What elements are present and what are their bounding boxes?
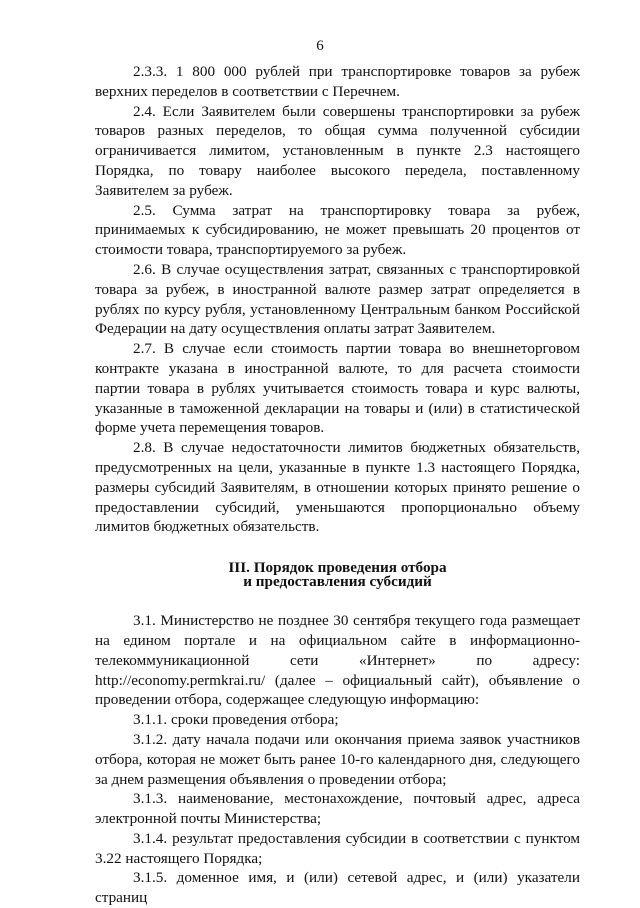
paragraph-3-1-5: 3.1.5. доменное имя, и (или) сетевой адрес, и (или) указатели страниц (95, 869, 580, 907)
paragraph-3-1-4: 3.1.4. результат предоставления субсидии в соответствии с пунктом 3.22 настоящего Порядка; (95, 829, 580, 867)
section-heading (95, 561, 580, 589)
paragraph-2-6: 2.6. В случае осуществления затрат, связанных с транспортировкой товара за рубеж, в иностранной валюте размер затрат определяется в рублях по курсу рубля, установленному Центральным банком Российской Федерации на дату осуществления оплаты затрат Заявителем. (95, 260, 580, 338)
paragraph-2-4: 2.4. Если Заявителем были совершены транспортировки за рубеж товаров разных переделов, то общая сумма полученной субсидии ограничивается лимитом, установленным в пункте 2.3 настоящего Порядка, по товару наиболее высокого передела, поставленному Заявителем за рубеж. (95, 102, 580, 199)
paragraph-2-3-3: 2.3.3. 1 800 000 рублей при транспортировке товаров за рубеж верхних переделов в соответствии с Перечнем. (95, 63, 580, 100)
paragraph-2-5: 2.5. Сумма затрат на транспортировку товара за рубеж, принимаемых к субсидированию, не может превышать 20 процентов от стоимости товара, транспортируемого за рубеж. (95, 201, 580, 259)
section-heading-line-1: III. Порядок проведения отбора (228, 559, 447, 577)
paragraph-3-1-1: 3.1.1. сроки проведения отбора; (133, 711, 339, 729)
document-body (95, 62, 580, 908)
paragraph-3-1-2: 3.1.2. дату начала подачи или окончания приема заявок участников отбора, которая не может быть ранее 10-го календарного дня, следующего за днем размещения объявления о проведении отбора; (95, 730, 580, 788)
page-number: 6 (316, 38, 324, 54)
paragraph-2-8: 2.8. В случае недостаточности лимитов бюджетных обязательств, предусмотренных на цели, указанные в пункте 1.3 настоящего Порядка, размеры субсидий Заявителям, в отношении которых принято решение о предоставлении субсидий, уменьшаются пропорционально объему лимитов бюджетных обязательств. (95, 439, 580, 536)
paragraph-2-7: 2.7. В случае если стоимость партии товара во внешнеторговом контракте указана в иностранной валюте, то для расчета стоимости партии товара в рублях учитывается стоимость товара и курс валюты, указанные в таможенной декларации на товары и (или) в статистической форме учета перемещения товаров. (95, 340, 580, 437)
paragraph-3-1: 3.1. Министерство не позднее 30 сентября текущего года размещает на едином портале и на официальном сайте в информационно-телекоммуникационной сети «Интернет» по адресу: http://economy.permkrai.ru/ (далее – официальный сайт), объявление о проведении отбора, содержащее следующую информацию: (95, 612, 580, 709)
section-heading-line-2: и предоставления субсидий (243, 573, 432, 591)
paragraph-3-1-3: 3.1.3. наименование, местонахождение, почтовый адрес, адреса электронной почты Министерства; (95, 790, 580, 828)
